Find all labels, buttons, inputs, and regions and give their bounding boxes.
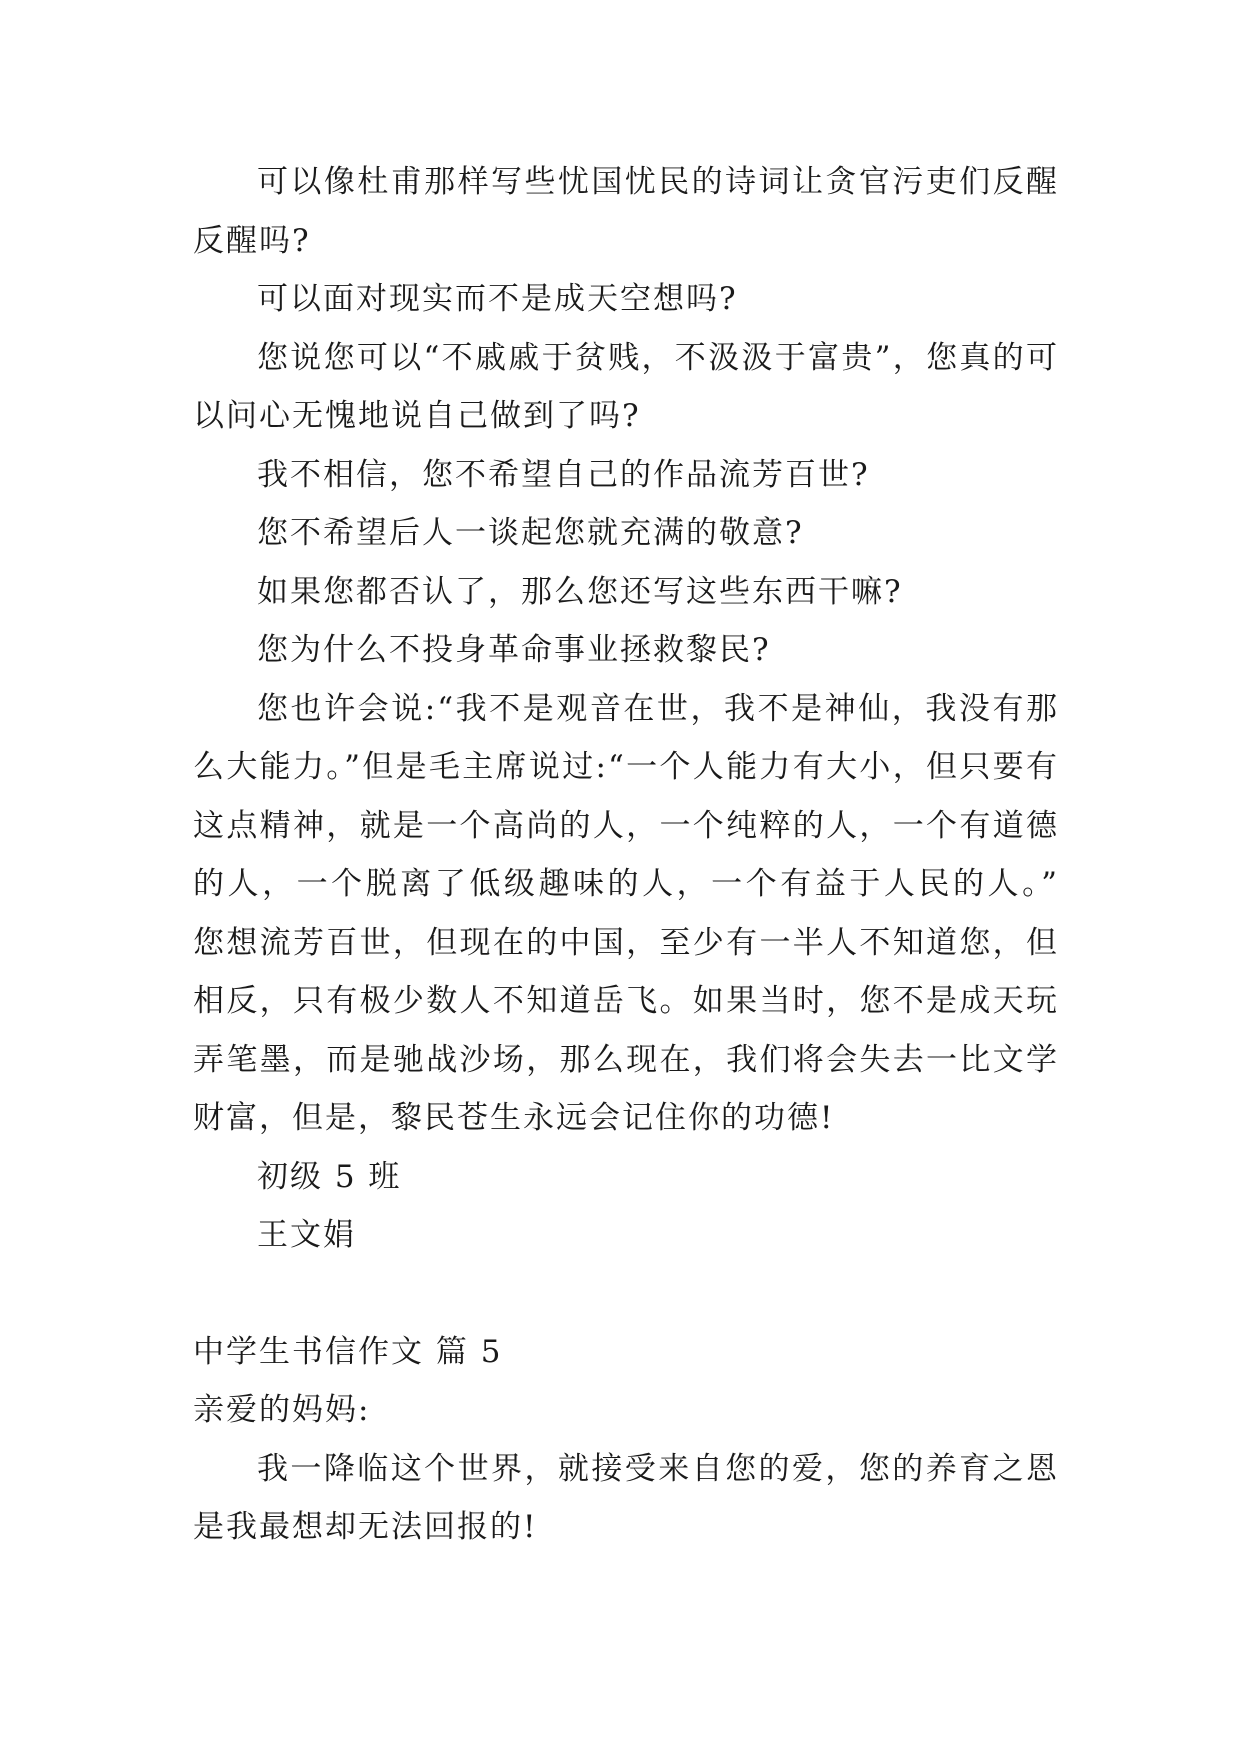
paragraph: 您说您可以“不戚戚于贫贱，不汲汲于富贵”，您真的可以问心无愧地说自己做到了吗? xyxy=(193,339,1059,434)
author-signature: 王文娟 xyxy=(257,1217,356,1253)
paragraph: 可以面对现实而不是成天空想吗? xyxy=(257,281,738,317)
section-title: 中学生书信作文 篇 5 xyxy=(193,1333,503,1370)
section-gap xyxy=(193,1265,1059,1323)
paragraph: 可以像杜甫那样写些忧国忧民的诗词让贪官污吏们反醒反醒吗? xyxy=(193,164,1059,259)
paragraph: 您不希望后人一谈起您就充满的敬意? xyxy=(257,515,804,551)
paragraph: 您也许会说:“我不是观音在世，我不是神仙，我没有那么大能力。”但是毛主席说过:“一个人能力有大小，但只要有这点精神，就是一个高尚的人，一个纯粹的人，一个有道德的人，一个脱离了低级趣味的人，一个有益于人民的人。” 您想流芳百世，但现在的中国，至少有一半人不知道您，但相反，只有极少数人不知道岳飞。如果当时，您不是成天玩弄笔墨，而是驰战沙场，那么现在，我们将会失去一比文学财富，但是，黎民苍生永远会记住你的功德! xyxy=(193,690,1059,1136)
paragraph: 我不相信，您不希望自己的作品流芳百世? xyxy=(257,456,870,493)
salutation: 亲爱的妈妈: xyxy=(193,1392,371,1428)
document-page xyxy=(193,153,1059,1557)
class-signature: 初级 5 班 xyxy=(257,1158,402,1195)
paragraph: 您为什么不投身革命事业拯救黎民? xyxy=(257,632,771,668)
paragraph: 我一降临这个世界，就接受来自您的爱，您的养育之恩是我最想却无法回报的! xyxy=(193,1450,1059,1545)
paragraph: 如果您都否认了，那么您还写这些东西干嘛? xyxy=(257,573,903,610)
